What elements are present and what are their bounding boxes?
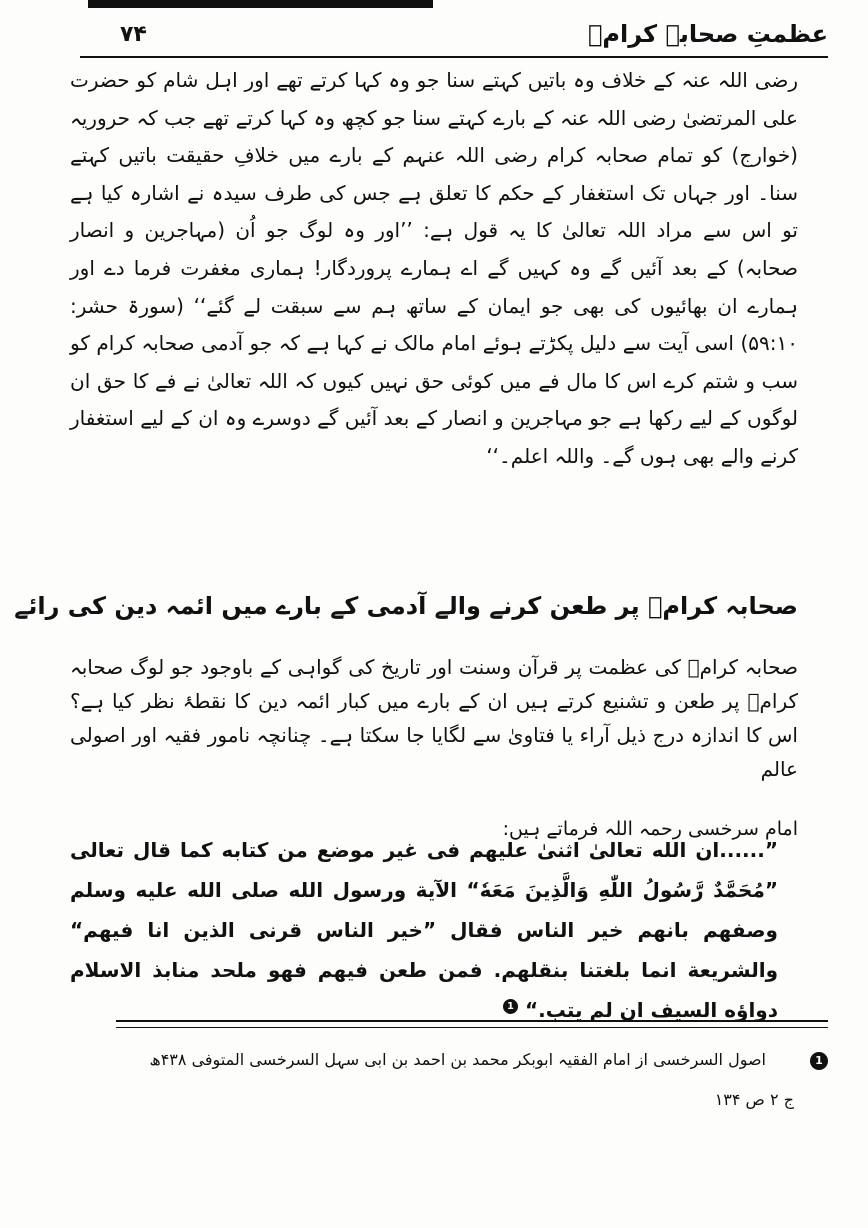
footnote-text: اصول السرخسی از امام الفقیہ ابوبکر محمد بن احمد بن ابی سہل السرخسی المتوفی ۴۳۸ھ <box>149 1050 766 1069</box>
footnote <box>104 1040 823 1120</box>
body-paragraph-2 <box>70 650 798 786</box>
footnote-reference-marker[interactable]: 1 <box>503 999 518 1014</box>
footnote-volume-page: ج ۲ ص ۱۳۴ <box>714 1090 794 1109</box>
section-heading: صحابہ کرامؓ پر طعن کرنے والے آدمی کے بارے میں ائمہ دین کی رائے <box>14 592 798 620</box>
page-header <box>80 16 828 56</box>
running-title: عظمتِ صحابہ کرامؓ <box>588 20 828 48</box>
footnote-divider-thin <box>116 1027 828 1028</box>
quote-introduction: امام سرخسی رحمہ اللہ فرماتے ہیں: <box>502 818 798 840</box>
top-edge-bar <box>88 0 433 8</box>
footnote-divider-thick <box>116 1020 828 1022</box>
paragraph-text: صحابہ کرامؓ کی عظمت پر قرآن وسنت اور تاریخ کی گواہی کے باوجود جو لوگ صحابہ کرامؓ پر طعن و تشنیع کرتے ہیں ان کے بارے میں کبار ائمہ دین کا نقطۂ نظر کیا ہے؟ اس کا اندازہ درج ذیل آراء یا فتاویٰ سے لگایا جا سکتا ہے۔ چنانچہ نامور فقیہ اور اصولی عالم <box>70 655 798 781</box>
quotation-body: ”......ان الله تعالىٰ اثنىٰ عليهم فى غير موضع من كتابه كما قال تعالى ”مُحَمَّدٌ رَّسُولُ اللّٰهِ وَالَّذِينَ مَعَهٗ“ الآية ورسول الله صلى الله عليه وسلم وصفهم بانهم خير الناس فقال ”خير الناس قرنى الذين انا فيهم“ والشريعة انما بلغتنا بنقلهم. فمن طعن فيهم فهو ملحد منابذ الاسلام دواؤه السيف ان لم يتب.“ <box>70 838 778 1022</box>
quotation-text <box>70 830 798 1030</box>
paragraph-text: رضی اللہ عنہ کے خلاف وہ باتیں کہتے سنا جو وہ کہا کرتے تھے اور اہل شام کو حضرت علی المرتضیٰ رضی اللہ عنہ کے بارے کہتے سنا جو کچھ وہ کہا کرتے تھے جب کہ حروریہ (خوارج) کو تمام صحابہ کرام رضی اللہ عنہم کے بارے میں خلافِ حقیقت باتیں کہتے سنا۔ اور جہاں تک استغفار کے حکم کا تعلق ہے جس کی طرف سیدہ نے اشارہ کیا ہے تو اس سے مراد اللہ تعالیٰ کا یہ قول ہے: ’’اور وہ لوگ جو اُن (مہاجرین و انصار صحابہ) کے بعد آئیں گے وہ کہیں گے اے ہمارے پروردگار! ہماری مغفرت فرما دے اور ہمارے ان بھائیوں کی بھی جو ایمان کے ساتھ ہم سے سبقت لے گئے‘‘ (سورۃ حشر: ۵۹:۱۰) اسی آیت سے دلیل پکڑتے ہوئے امام مالک نے کہا ہے کہ جو آدمی صحابہ کرام کو سب و شتم کرے اس کا مال فے میں کوئی حق نہیں کیوں کہ اللہ تعالیٰ نے فے کا حق ان لوگوں کے لیے رکھا ہے جو مہاجرین و انصار کے بعد آئیں گے دوسرے وہ ان کے لیے استغفار کرنے والے بھی ہوں گے۔ واللہ اعلم۔‘‘ <box>70 68 798 468</box>
page-number: ۷۴ <box>120 22 147 47</box>
arabic-quotation <box>70 830 798 1030</box>
body-paragraph-1 <box>70 62 798 476</box>
header-divider <box>80 56 828 58</box>
footnote-number: 1 <box>810 1052 828 1070</box>
